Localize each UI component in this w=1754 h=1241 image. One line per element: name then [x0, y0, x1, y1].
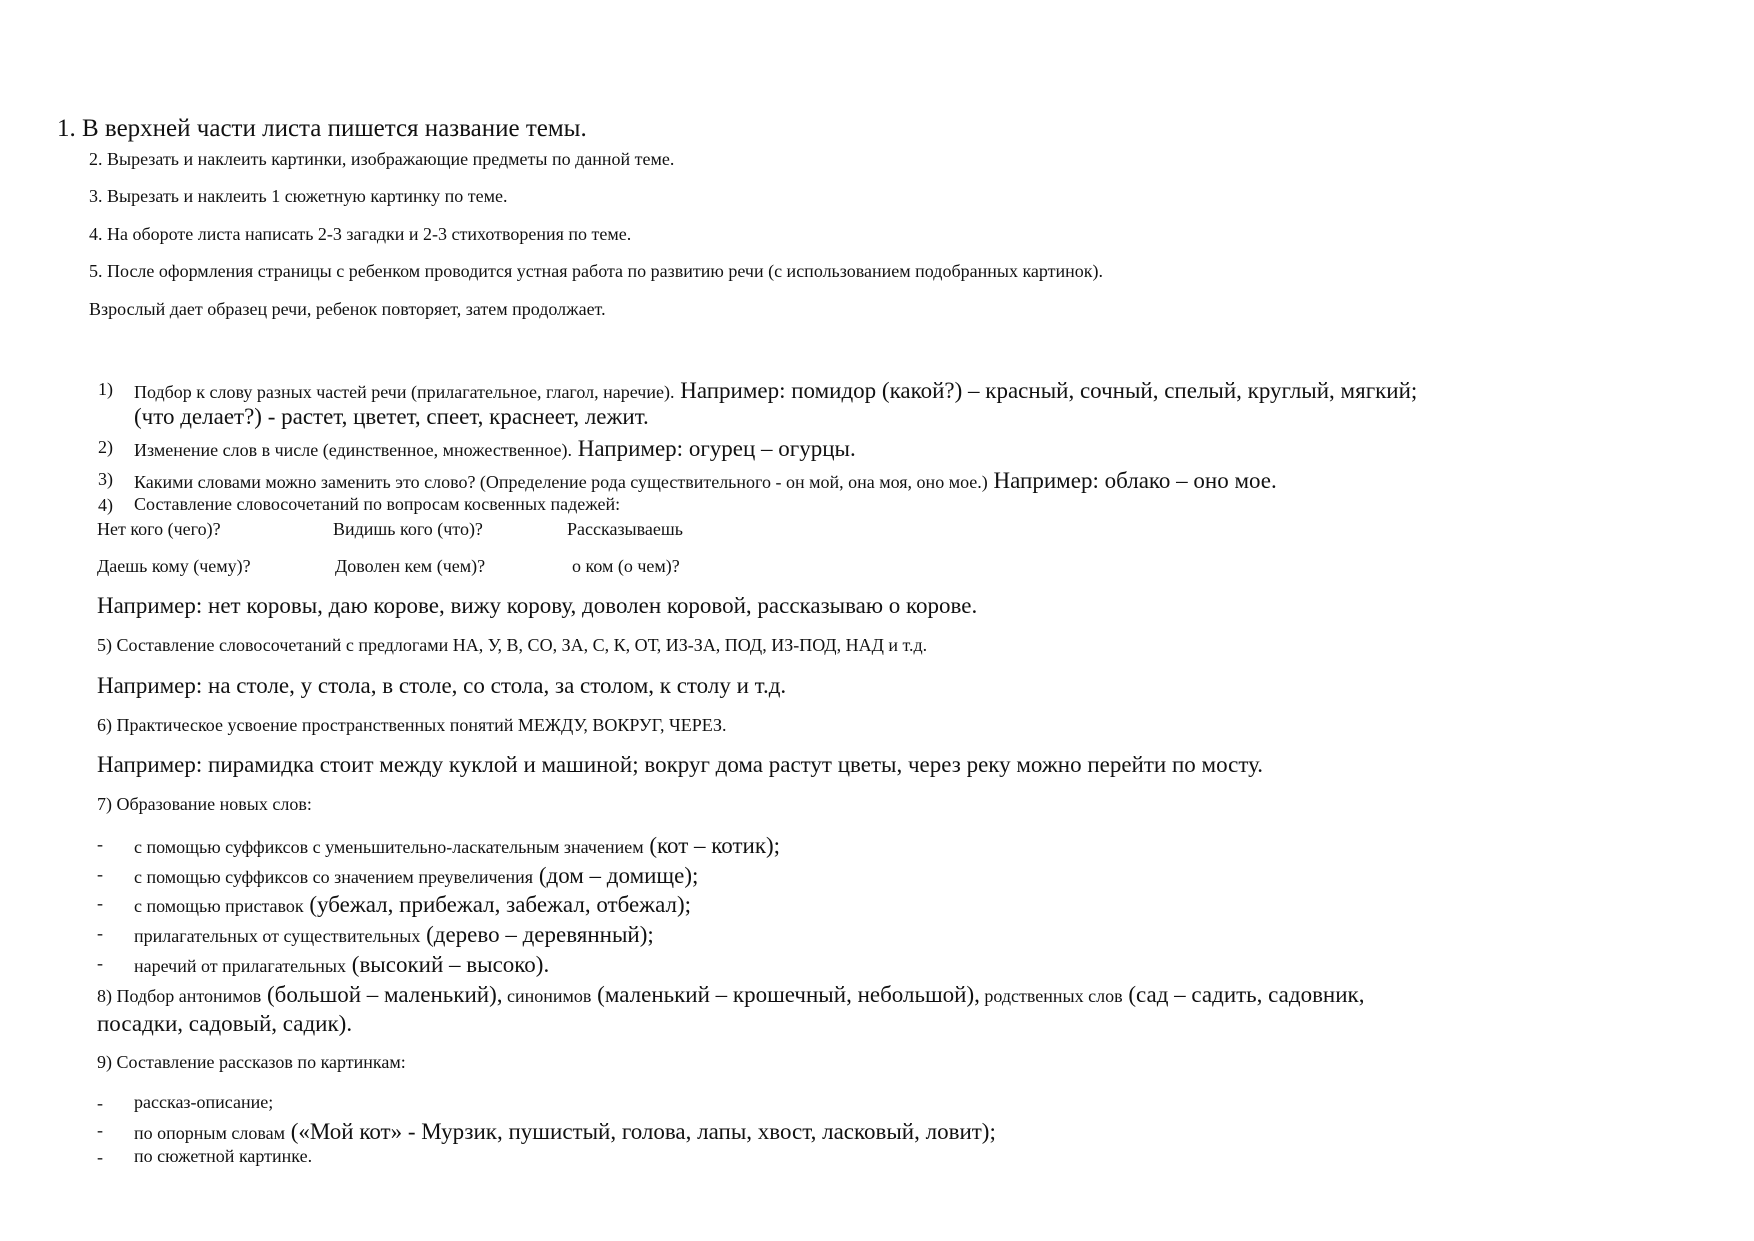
- question-prepositional-label: Рассказываешь: [567, 519, 683, 539]
- task-7-item-example: (высокий – высоко).: [346, 952, 550, 977]
- task-9-dash: -: [97, 1093, 103, 1113]
- task-7-item: [134, 893, 691, 916]
- task-1: [134, 379, 1417, 402]
- task-1-text: Подбор к слову разных частей речи (прилагательное, глагол, наречие).: [134, 382, 675, 402]
- task-7-dash: -: [97, 893, 103, 913]
- task-9-item: [134, 1093, 273, 1111]
- task-7-item-text: с помощью суффиксов со значением преувеличения: [134, 867, 534, 887]
- step-4: 4. На обороте листа написать 2-3 загадки и 2-3 стихотворения по теме.: [89, 224, 632, 244]
- task-7-dash: -: [97, 864, 103, 884]
- task-1-example: Например: помидор (какой?) – красный, сочный, спелый, круглый, мягкий;: [674, 378, 1418, 403]
- task-5-text: 5) Составление словосочетаний с предлогами НА, У, В, СО, ЗА, С, К, ОТ, ИЗ-ЗА, ПОД, ИЗ-ПОД, НАД и т.д.: [97, 635, 928, 655]
- task-9-text: 9) Составление рассказов по картинкам:: [97, 1052, 406, 1072]
- task-7-item-text: с помощью суффиксов с уменьшительно-ласкательным значением: [134, 837, 644, 857]
- task-7-item-example: (дом – домище);: [533, 863, 699, 888]
- task-7-item-text: с помощью приставок: [134, 896, 304, 916]
- task-1-example-line2: (что делает?) - растет, цветет, спеет, краснеет, лежит.: [134, 404, 649, 429]
- question-prepositional: о ком (о чем)?: [572, 556, 680, 576]
- question-instrumental: Доволен кем (чем)?: [335, 556, 486, 576]
- task-7-item-text: наречий от прилагательных: [134, 956, 347, 976]
- task-4-text: Составление словосочетаний по вопросам косвенных падежей:: [134, 494, 621, 514]
- task-8-related: родственных слов: [979, 986, 1123, 1006]
- task-7-dash: -: [97, 834, 103, 854]
- task-7-item-example: (убежал, прибежал, забежал, отбежал);: [303, 892, 692, 917]
- task-4-number: 4): [98, 495, 113, 515]
- task-8-synonyms-example: (маленький – крошечный, небольшой),: [591, 982, 980, 1007]
- task-8-antonyms-example: (большой – маленький),: [261, 982, 503, 1007]
- task-8-antonyms: 8) Подбор антонимов: [97, 986, 262, 1006]
- task-9-dash: -: [97, 1147, 103, 1167]
- task-7-item-example: (дерево – деревянный);: [420, 922, 654, 947]
- task-7-item-example: (кот – котик);: [643, 833, 781, 858]
- question-genitive: Нет кого (чего)?: [97, 519, 221, 539]
- task-8-synonyms: синонимов: [502, 986, 592, 1006]
- task-6-example: Например: пирамидка стоит между куклой и машиной; вокруг дома растут цветы, через реку можно перейти по мосту.: [97, 752, 1264, 777]
- step-5: 5. После оформления страницы с ребенком проводится устная работа по развитию речи (с использованием подобранных картинок).: [89, 261, 1104, 281]
- task-9-item-text: по сюжетной картинке.: [134, 1146, 313, 1166]
- task-8: [97, 983, 1364, 1006]
- task-3-number: 3): [98, 469, 113, 489]
- task-9-item: [134, 1147, 312, 1165]
- task-2-number: 2): [98, 437, 113, 457]
- task-2-example: Например: огурец – огурцы.: [572, 436, 856, 461]
- task-7-item: [134, 923, 654, 946]
- task-3: [134, 469, 1277, 492]
- task-9-item-text: по опорным словам: [134, 1123, 285, 1143]
- question-accusative: Видишь кого (что)?: [333, 519, 483, 539]
- task-9-item-text: рассказ-описание;: [134, 1092, 274, 1112]
- task-1-number: 1): [98, 379, 113, 399]
- task-9-dash: -: [97, 1120, 103, 1140]
- task-7-item: [134, 953, 549, 976]
- task-4-example: Например: нет коровы, даю корове, вижу корову, доволен коровой, рассказываю о корове.: [97, 593, 978, 618]
- task-7-item: [134, 864, 698, 887]
- task-5-example: Например: на столе, у стола, в столе, со стола, за столом, к столу и т.д.: [97, 673, 787, 698]
- task-7-text: 7) Образование новых слов:: [97, 794, 312, 814]
- task-7-dash: -: [97, 923, 103, 943]
- task-6-text: 6) Практическое усвоение пространственных понятий МЕЖДУ, ВОКРУГ, ЧЕРЕЗ.: [97, 715, 727, 735]
- task-8-line2: посадки, садовый, садик).: [97, 1011, 353, 1036]
- task-2-text: Изменение слов в числе (единственное, множественное).: [134, 440, 573, 460]
- task-7-item: [134, 834, 780, 857]
- task-7-item-text: прилагательных от существительных: [134, 926, 421, 946]
- step-1-title: 1. В верхней части листа пишется название темы.: [57, 115, 587, 142]
- task-3-text: Какими словами можно заменить это слово? (Определение рода существительного - он мой, она моя, оно мое.): [134, 472, 988, 492]
- task-9-item: [134, 1120, 996, 1143]
- task-3-example: Например: облако – оно мое.: [987, 468, 1277, 493]
- task-7-dash: -: [97, 953, 103, 973]
- task-9-item-example: («Мой кот» - Мурзик, пушистый, голова, лапы, хвост, ласковый, ловит);: [285, 1119, 996, 1144]
- step-3: 3. Вырезать и наклеить 1 сюжетную картинку по теме.: [89, 186, 508, 206]
- task-2: [134, 437, 856, 460]
- adult-note: Взрослый дает образец речи, ребенок повторяет, затем продолжает.: [89, 299, 606, 319]
- question-dative: Даешь кому (чему)?: [97, 556, 251, 576]
- task-8-related-example: (сад – садить, садовник,: [1122, 982, 1365, 1007]
- step-2: 2. Вырезать и наклеить картинки, изображающие предметы по данной теме.: [89, 149, 675, 169]
